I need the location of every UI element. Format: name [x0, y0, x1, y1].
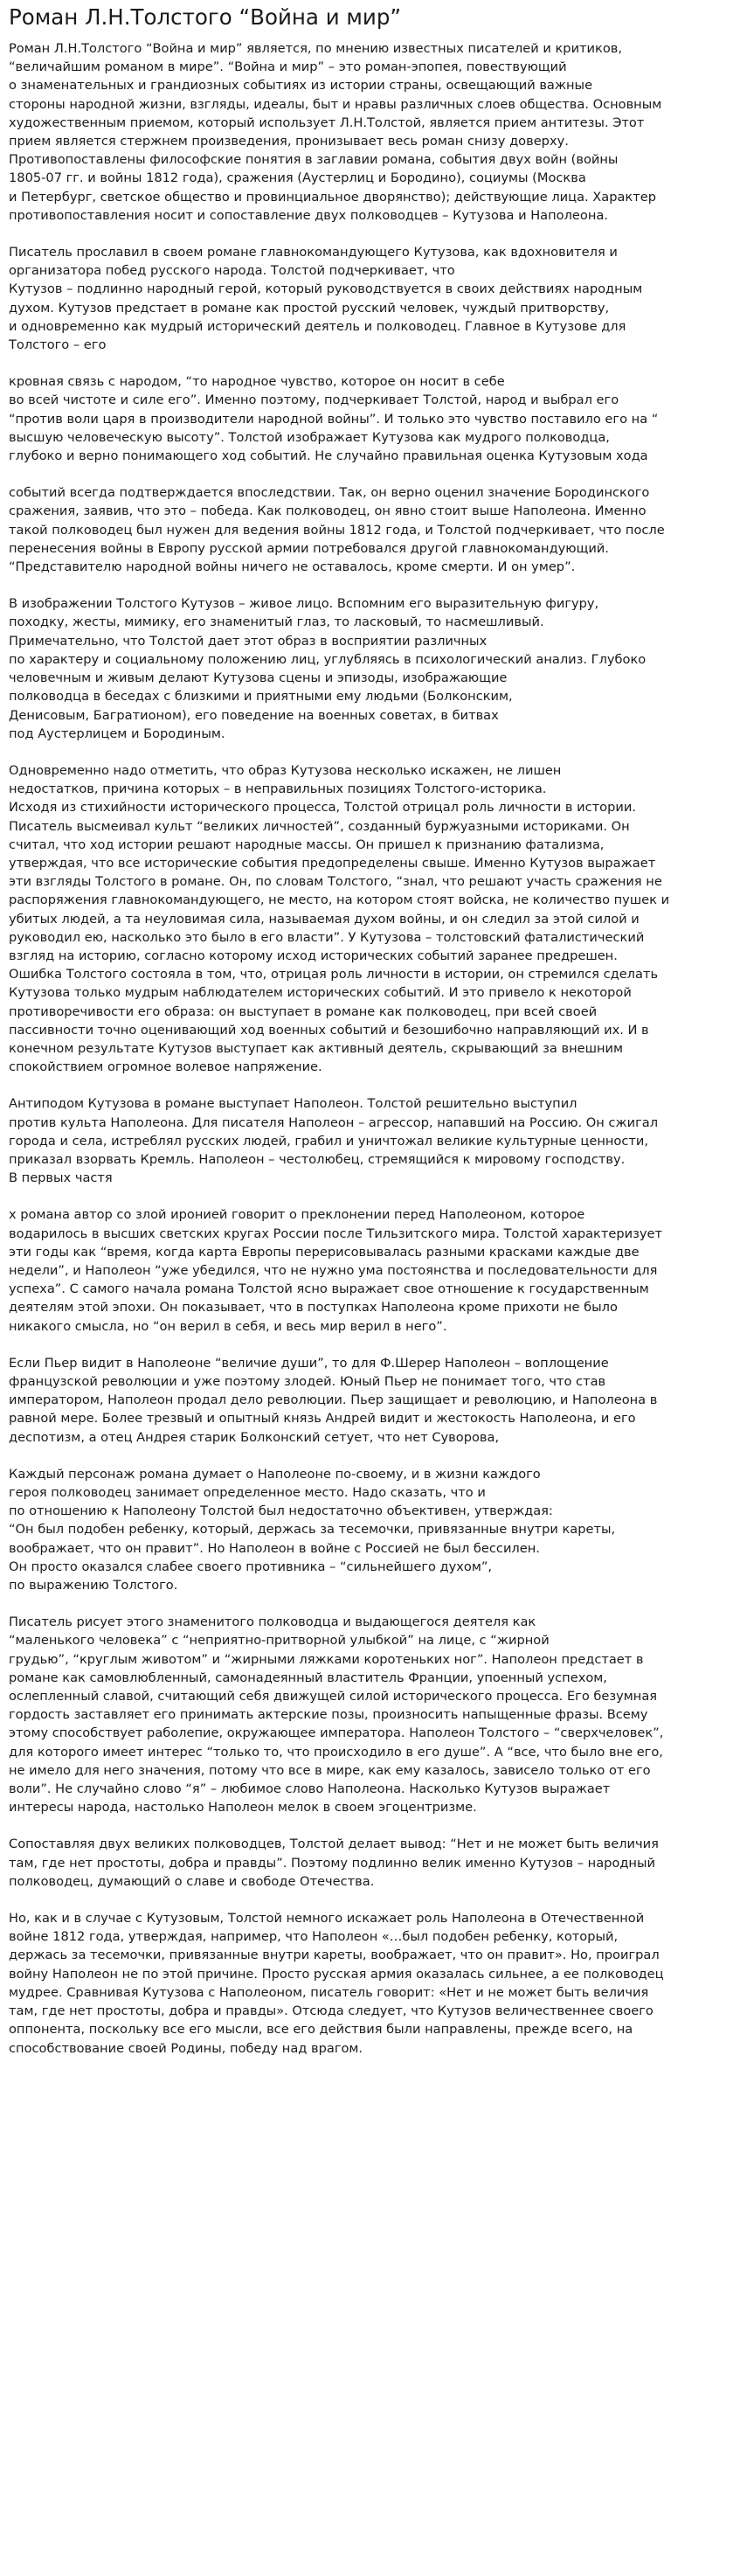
article-paragraph: Сопоставляя двух великих полководцев, Толстой делает вывод: “Нет и не может быть величия там, где нет простоты, добра и правды”. Поэтому подлинно велик именно Кутузов – народный полководец, думающий о славе и свободе Отечества.: [9, 1837, 659, 1889]
article-paragraph: х романа автор со злой иронией говорит о преклонении перед Наполеоном, которое водарилось в высших светских кругах России после Тильзитского мира. Толстой характеризует эти годы как “время, когда карта Европы перерисовывалась разными красками каждые две недели”, и Наполеон “уже убедился, что не нужно ума постоянства и последовательности для успеха”. С самого начала романа Толстой ясно выражает свое отношение к государственным деятелям этой эпохи. Он показывает, что в поступках Наполеона кроме прихоти не было никакого смысла, но “он верил в себя, и весь мир верил в него”.: [9, 1207, 662, 1334]
article-paragraph: В изображении Толстого Кутузов – живое лицо. Вспомним его выразительную фигуру, походку, жесты, мимику, его знаменитый глаз, то ласковый, то насмешливый. Примечательно, что Толстой дает этот образ в восприятии различных по характеру и социальному положению лиц, углубляясь в психологический анализ. Глубоко человечным и живым делают Кутузова сцены и эпизоды, изображающие полководца в беседах с близкими и приятными ему людьми (Болконским, Денисовым, Багратионом), его поведение на военных советах, в битвах под Аустерлицем и Бородиным.: [9, 596, 647, 741]
article-paragraph: Но, как и в случае с Кутузовым, Толстой немного искажает роль Наполеона в Отечественной войне 1812 года, утверждая, например, что Наполеон «…был подобен ребенку, который, держась за тесемочки, привязанные внутри кареты, воображает, что он правит». Но, проиграл войну Наполеон не по этой причине. Просто русская армия оказалась сильнее, а ее полководец мудрее. Сравнивая Кутузова с Наполеоном, писатель говорит: «Нет и не может быть величия там, где нет простоты, добра и правды». Отсюда следует, что Кутузов величественнее своего оппонента, поскольку все его мысли, все его действия были направлены, прежде всего, на способствование своей Родины, победу над врагом.: [9, 1911, 664, 2056]
article-paragraph: Роман Л.Н.Толстого “Война и мир” является, по мнению известных писателей и критиков, “величайшим романом в мире”. “Война и мир” – это роман-эпопея, повествующий о знаменательных и грандиозных событиях из истории страны, освещающий важные стороны народной жизни, взгляды, идеалы, быт и нравы различных слоев общества. Основным художественным приемом, который использует Л.Н.Толстой, является прием антитезы. Этот прием является стержнем произведения, пронизывает весь роман снизу доверху. Противопоставлены философские понятия в заглавии романа, события двух войн (войны 1805-07 гг. и войны 1812 года), сражения (Аустерлиц и Бородино), социумы (Москва и Петербург, светское общество и провинциальное дворянство); действующие лица. Характер противопоставления носит и сопоставление двух полководцев – Кутузова и Наполеона.: [9, 41, 662, 223]
article-paragraph: Антиподом Кутузова в романе выступает Наполеон. Толстой решительно выступил против культа Наполеона. Для писателя Наполеон – агрессор, напавший на Россию. Он сжигал города и села, истреблял русских людей, грабил и уничтожал великие культурные ценности, приказал взорвать Кремль. Наполеон – честолюбец, стремящийся к мировому господству. В первых частя: [9, 1096, 659, 1186]
article-paragraph: кровная связь с народом, “то народное чувство, которое он носит в себе во всей чистоте и силе его”. Именно поэтому, подчеркивает Толстой, народ и выбрал его “против воли царя в производители народной войны”. И только это чувство поставило его на “ высшую человеческую высоту”. Толстой изображает Кутузова как мудрого полководца, глубоко и верно понимающего ход событий. Не случайно правильная оценка Кутузовым хода: [9, 374, 659, 464]
article-body: [9, 39, 731, 2058]
article-paragraph: Писатель рисует этого знаменитого полководца и выдающегося деятеля как “маленького человека” с “неприятно-притворной улыбкой” на лице, с “жирной грудью”, “круглым животом” и “жирными ляжками коротеньких ног”. Наполеон предстает в романе как самовлюбленный, самонадеянный властитель Франции, упоенный успехом, ослепленный славой, считающий себя движущей силой исторического процесса. Его безумная гордость заставляет его принимать актерские позы, произносить напыщенные фразы. Всему этому способствует раболепие, окружающее императора. Наполеон Толстого – “сверхчеловек”, для которого имеет интерес “только то, что происходило в его душе”. А “все, что было вне его, не имело для него значения, потому что все в мире, как ему казалось, зависело только от его воли”. Не случайно слово “я” – любимое слово Наполеона. Насколько Кутузов выражает интересы народа, настолько Наполеон мелок в своем эгоцентризме.: [9, 1614, 664, 1816]
article-paragraph: Если Пьер видит в Наполеоне “величие души”, то для Ф.Шерер Наполеон – воплощение французской революции и уже поэтому злодей. Юный Пьер не понимает того, что став императором, Наполеон продал дело революции. Пьер защищает и революцию, и Наполеона в равной мере. Более трезвый и опытный князь Андрей видит и жестокость Наполеона, и его деспотизм, а отец Андрея старик Болконский сетует, что нет Суворова,: [9, 1355, 658, 1445]
page-title: Роман Л.Н.Толстого “Война и мир”: [9, 4, 402, 30]
article-paragraph: Одновременно надо отметить, что образ Кутузова несколько искажен, не лишен недостатков, причина которых – в неправильных позициях Толстого-историка. Исходя из стихийности исторического процесса, Толстой отрицал роль личности в истории. Писатель высмеивал культ “великих личностей”, созданный буржуазными историками. Он считал, что ход истории решают народные массы. Он пришел к признанию фатализма, утверждая, что все исторические события предопределены свыше. Именно Кутузов выражает эти взгляды Толстого в романе. Он, по словам Толстого, “знал, что решают участь сражения не распоряжения главнокомандующего, не место, на котором стоят войска, не количество пушек и убитых людей, а та неуловимая сила, называемая духом войны, и он следил за этой силой и руководил ею, насколько это было в его власти”. У Кутузова – толстовский фаталистический взгляд на историю, согласно которому исход исторических событий заранее предрешен. Ошибка Толстого состояла в том, что, отрицая роль личности в истории, он стремился сделать Кутузова только мудрым наблюдателем исторических событий. И это привело к некоторой противоречивости его образа: он выступает в романе как полководец, при всей своей пассивности точно оценивающий ход военных событий и безошибочно направляющий их. И в конечном результате Кутузов выступает как активный деятель, скрывающий за внешним спокойствием огромное волевое напряжение.: [9, 762, 670, 1075]
article-paragraph: событий всегда подтверждается впоследствии. Так, он верно оценил значение Бородинского сражения, заявив, что это – победа. Как полководец, он явно стоит выше Наполеона. Именно такой полководец был нужен для ведения войны 1812 года, и Толстой подчеркивает, что после перенесения войны в Европу русской армии потребовался другой главнокомандующий. “Представителю народной войны ничего не оставалось, кроме смерти. И он умер”.: [9, 485, 665, 575]
article-paragraph: Каждый персонаж романа думает о Наполеоне по-своему, и в жизни каждого героя полководец занимает определенное место. Надо сказать, что и по отношению к Наполеону Толстой был недостаточно объективен, утверждая: “Он был подобен ребенку, который, держась за тесемочки, привязанные внутри кареты, воображает, что он правит”. Но Наполеон в войне с Россией не был бессилен. Он просто оказался слабее своего противника – “сильнейшего духом”, по выражению Толстого.: [9, 1466, 616, 1594]
article-paragraph: Писатель прославил в своем романе главнокомандующего Кутузова, как вдохновителя и организатора побед русского народа. Толстой подчеркивает, что Кутузов – подлинно народный герой, который руководствуется в своих действиях народным духом. Кутузов предстает в романе как простой русский человек, чуждый притворству, и одновременно как мудрый исторический деятель и полководец. Главное в Кутузове для Толстого – его: [9, 245, 643, 353]
